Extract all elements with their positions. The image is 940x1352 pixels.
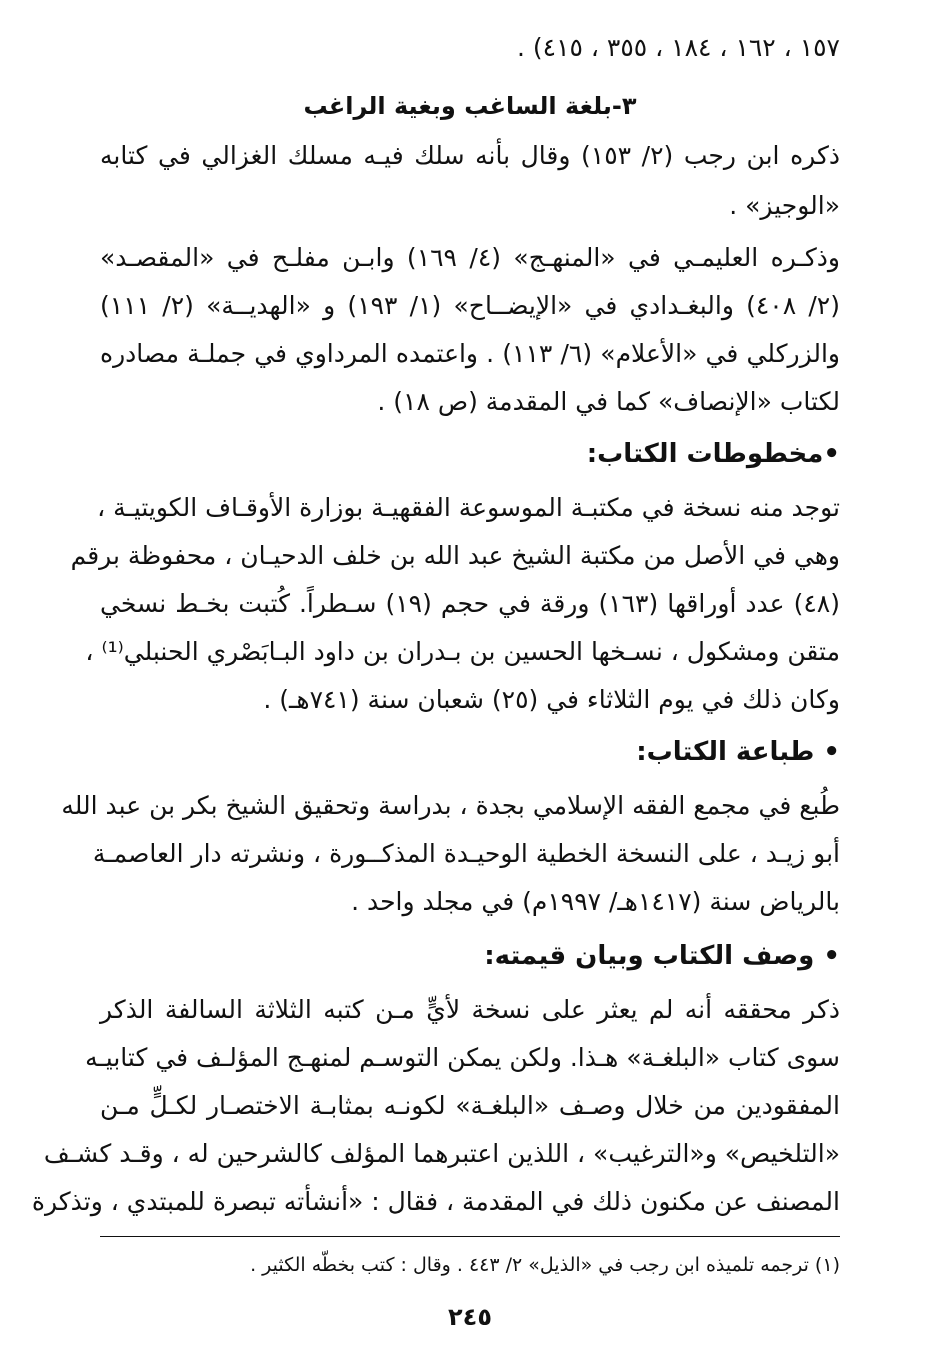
text-line: سوى كتاب «البلغـة» هـذا. ولكن يمكن التوسـم لمنهـج المؤلـف في كتابيـه — [85, 1043, 840, 1072]
text-line: متقن ومشكول ، نسـخها الحسين بن بـدران بن داود البـابَصْري الحنبلي⁽¹⁾ ، — [85, 637, 840, 666]
text-line: (٤٨) عدد أوراقها (١٦٣) ورقة في حجم (١٩) سـطراً. كُتبت بخـط نسخي — [100, 589, 840, 618]
text-line: ذكر محققه أنه لم يعثر على نسخة لأيٍّ مـن كتبه الثلاثة السالفة الذكر — [100, 995, 840, 1024]
text-line: المفقودين من خلال وصـف «البلغـة» لكونـه بمثابـة الاختصـار لكـلٍّ مـن — [100, 1091, 840, 1120]
text-line: بالرياض سنة (١٤١٧هـ/ ١٩٩٧م) في مجلد واحد . — [351, 887, 840, 916]
text-line: وهي في الأصل من مكتبة الشيخ عبد الله بن خلف الدحيـان ، محفوظة برقم — [70, 541, 840, 570]
footnote-separator — [100, 1236, 840, 1237]
text-line: أبو زيـد ، على النسخة الخطية الوحيـدة المذكــورة ، ونشرته دار العاصمـة — [92, 839, 840, 868]
section-heading: •مخطوطات الكتاب: — [586, 439, 840, 469]
text-line: «الوجيز» . — [729, 191, 840, 220]
section-heading: ٣-بلغة الساغب وبغية الراغب — [303, 92, 637, 120]
text-line: (٢/ ٤٠٨) والبغـدادي في «الإيضــاح» (١/ ١٩٣) و «الهديــة» (٢/ ١١١) — [100, 291, 840, 320]
text-line: المصنف عن مكنون ذلك في المقدمة ، فقال : «أنشأته تبصرة للمبتدي ، وتذكرة — [31, 1187, 840, 1216]
text-line: طُبع في مجمع الفقه الإسلامي بجدة ، بدراسة وتحقيق الشيخ بكر بن عبد الله — [61, 791, 840, 820]
text-line: ١٥٧ ، ١٦٢ ، ١٨٤ ، ٣٥٥ ، ٤١٥) . — [516, 33, 840, 62]
page-number: ٢٤٥ — [448, 1303, 492, 1331]
footnote: (١) ترجمه تلميذه ابن رجب في «الذيل» ٢/ ٤٤٣ . وقال : كتب بخطّه الكثير . — [250, 1254, 840, 1276]
text-line: وكان ذلك في يوم الثلاثاء في (٢٥) شعبان سنة (٧٤١هـ) . — [263, 685, 840, 714]
section-heading: • طباعة الكتاب: — [636, 737, 840, 767]
section-heading: • وصف الكتاب وبيان قيمته: — [484, 941, 840, 971]
text-line: ذكره ابن رجب (٢/ ١٥٣) وقال بأنه سلك فيـه مسلك الغزالي في كتابه — [100, 141, 841, 170]
text-line: «التلخيص» و«الترغيب» ، اللذين اعتبرهما المؤلف كالشرحين له ، وقـد كشـف — [43, 1139, 840, 1168]
text-line: توجد منه نسخة في مكتبـة الموسوعة الفقهيـة بوزارة الأوقـاف الكويتيـة ، — [97, 493, 840, 522]
text-line: والزركلي في «الأعلام» (٦/ ١١٣) . واعتمده المرداوي في جملـة مصادره — [100, 339, 840, 368]
text-line: لكتاب «الإنصاف» كما في المقدمة (ص ١٨) . — [377, 387, 840, 416]
text-line: وذكـره العليمـي في «المنهـج» (٤/ ١٦٩) وابـن مفلـح في «المقصـد» — [100, 243, 840, 272]
